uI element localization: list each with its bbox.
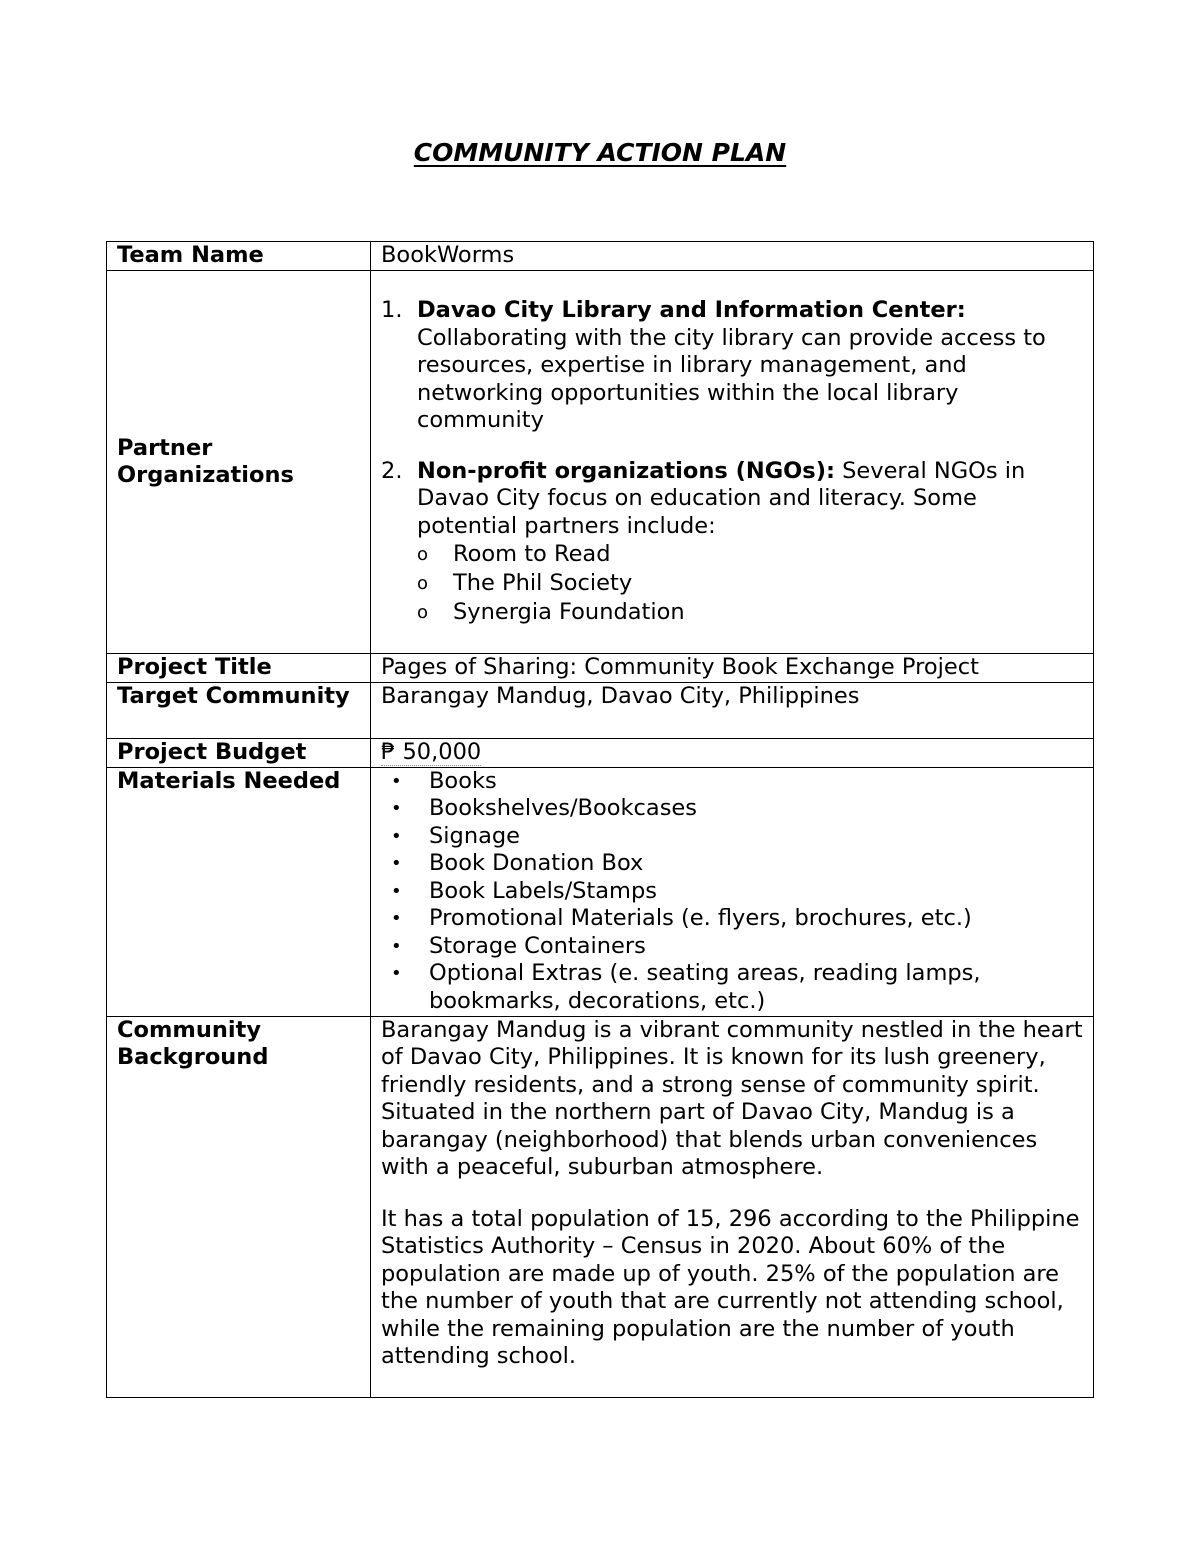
material-item: Book Labels/Stamps (429, 877, 657, 904)
bullet-icon: • (391, 798, 402, 819)
project-budget-label: Project Budget (107, 739, 371, 768)
list-item (381, 850, 1083, 878)
team-name-value: BookWorms (371, 242, 1094, 271)
project-title-value: Pages of Sharing: Community Book Exchange Project (371, 654, 1094, 683)
list-item (417, 598, 1083, 627)
page-title: COMMUNITY ACTION PLAN (413, 138, 787, 167)
list-item (381, 795, 1083, 823)
material-item: Storage Containers (429, 932, 646, 959)
list-item (381, 768, 1083, 796)
table-row-community-background (107, 1016, 1094, 1397)
material-item: Books (429, 767, 497, 794)
list-item (381, 458, 1083, 628)
list-item (381, 960, 1083, 1015)
circle-bullet-icon: o (417, 544, 429, 565)
bullet-icon: • (391, 908, 402, 929)
bullet-icon: • (391, 770, 402, 792)
ngo-partner-list (417, 540, 1083, 627)
community-background-label: Community Background (107, 1016, 371, 1397)
bullet-icon: • (391, 935, 402, 957)
table-row-budget (107, 739, 1094, 768)
material-item: Optional Extras (e. seating areas, reading lamps, bookmarks, decorations, etc.) (429, 960, 981, 1014)
ngo-name: Synergia Foundation (453, 599, 685, 625)
list-number: 2. (381, 457, 403, 484)
ngo-name: The Phil Society (453, 570, 633, 596)
list-item (417, 569, 1083, 598)
action-plan-table (106, 241, 1094, 1398)
list-item (381, 297, 1083, 435)
list-number: 1. (381, 297, 403, 323)
background-paragraph: Barangay Mandug is a vibrant community nestled in the heart of Davao City, Philippines. It is known for its lush greenery, friendly residents, and a strong sense of community spirit. Situated in the northern part of Davao City, Mandug is a barangay (neighborhood) that blends urban conveniences with a peaceful, suburban atmosphere. (381, 1016, 1083, 1180)
table-row-project-title (107, 654, 1094, 683)
partner-description: Collaborating with the city library can provide access to resources, expertise in library management, and networking opportunities within the local library community (417, 324, 1046, 433)
ngo-name: Room to Read (453, 541, 611, 567)
community-background-value (371, 1016, 1094, 1397)
list-item (381, 878, 1083, 906)
circle-bullet-icon: o (417, 573, 429, 594)
material-item: Book Donation Box (429, 850, 644, 876)
partner-organizations-value (371, 271, 1094, 654)
partner-list (381, 297, 1083, 627)
table-row-materials (107, 767, 1094, 1016)
bullet-icon: • (391, 963, 402, 984)
materials-list (381, 768, 1083, 1016)
list-item (381, 823, 1083, 851)
bullet-icon: • (391, 880, 402, 902)
list-item (381, 905, 1083, 933)
material-item: Signage (429, 822, 520, 849)
partner-name: Davao City Library and Information Center: (417, 297, 966, 323)
bullet-icon: • (391, 853, 402, 874)
target-community-label: Target Community (107, 683, 371, 739)
material-item: Promotional Materials (e. flyers, brochures, etc.) (429, 905, 972, 931)
project-title-label: Project Title (107, 654, 371, 683)
partner-name: Non-profit organizations (NGOs): (417, 457, 835, 484)
table-row-target-community (107, 683, 1094, 739)
list-item (417, 540, 1083, 569)
circle-bullet-icon: o (417, 602, 429, 623)
project-budget-value: ₱ 50,000 (381, 739, 482, 765)
target-community-value: Barangay Mandug, Davao City, Philippines (371, 683, 1094, 739)
list-item (381, 933, 1083, 961)
materials-needed-label: Materials Needed (107, 767, 371, 1016)
material-item: Bookshelves/Bookcases (429, 795, 697, 821)
project-budget-cell (371, 739, 1094, 768)
table-row-partners (107, 271, 1094, 654)
materials-needed-value (371, 767, 1094, 1016)
partner-description: Several NGOs in Davao City focus on education and literacy. Some potential partners include: (417, 457, 1026, 539)
bullet-icon: • (391, 825, 402, 847)
partner-organizations-label: Partner Organizations (107, 271, 371, 654)
background-paragraph: It has a total population of 15, 296 according to the Philippine Statistics Authority – Census in 2020. About 60% of the population are made up of youth. 25% of the population are the number of youth that are currently not attending school, while the remaining population are the number of youth attending school. (381, 1205, 1080, 1369)
table-row-team (107, 242, 1094, 271)
team-name-label: Team Name (107, 242, 371, 271)
